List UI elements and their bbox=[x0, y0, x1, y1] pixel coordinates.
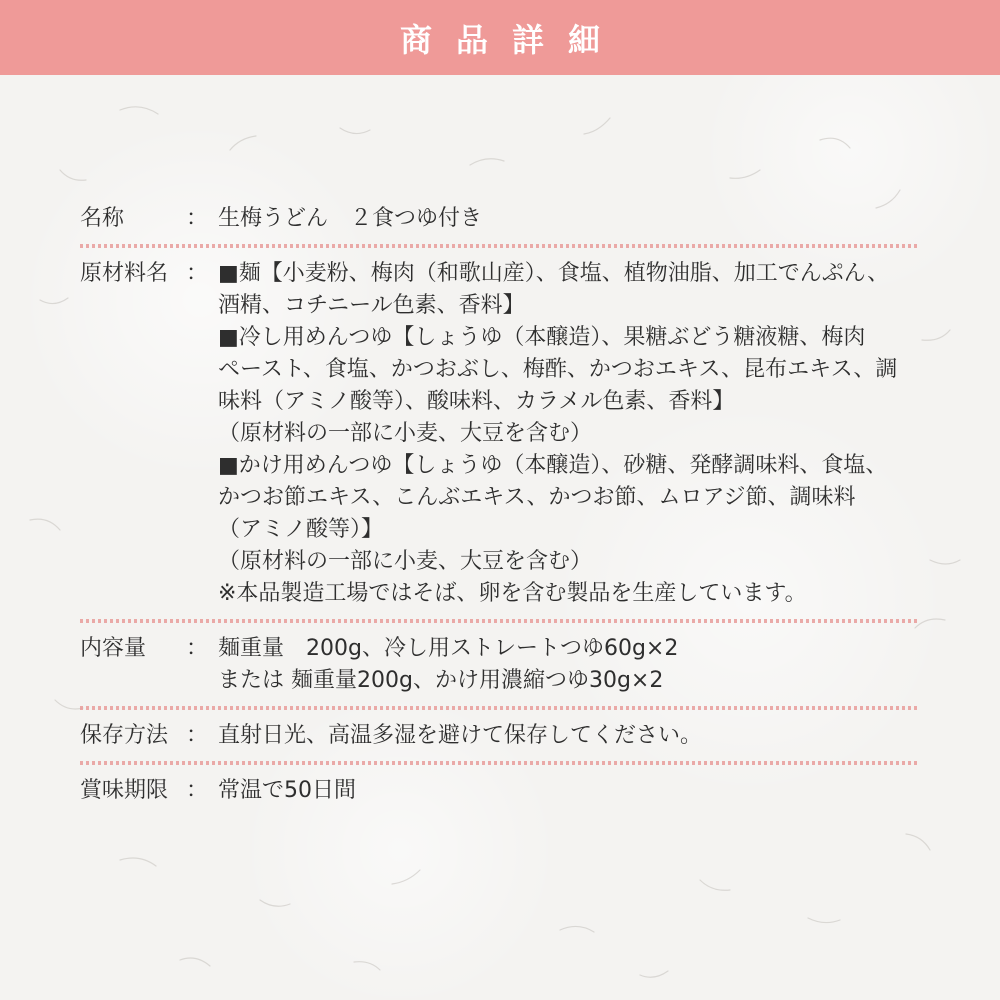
detail-value bbox=[218, 203, 920, 235]
detail-value-line: 酒精、コチニール色素、香料】 bbox=[218, 293, 525, 318]
dotted-divider bbox=[80, 619, 920, 623]
detail-value bbox=[218, 633, 920, 697]
detail-value-line: かつお節エキス、こんぶエキス、かつお節、ムロアジ節、調味料 bbox=[218, 485, 856, 510]
detail-colon: ： bbox=[186, 723, 209, 748]
detail-value-line: 味料（アミノ酸等）、酸味料、カラメル色素、香料】 bbox=[218, 389, 735, 414]
detail-value bbox=[218, 720, 920, 752]
detail-value-line: 直射日光、高温多湿を避けて保存してください。 bbox=[218, 723, 703, 748]
detail-value-line: または 麺重量200g、かけ用濃縮つゆ30g×2 bbox=[218, 668, 664, 693]
detail-row-best-before bbox=[80, 775, 920, 807]
detail-colon: ： bbox=[186, 636, 209, 661]
detail-row-storage bbox=[80, 720, 920, 752]
detail-label: 賞味期限 bbox=[80, 778, 169, 803]
detail-colon: ： bbox=[186, 261, 209, 286]
detail-label: 名称 bbox=[80, 206, 125, 231]
page-title: 商品詳細 bbox=[399, 20, 624, 59]
detail-colon: ： bbox=[186, 778, 209, 803]
detail-value-line: ※本品製造工場ではそば、卵を含む製品を生産しています。 bbox=[218, 581, 807, 606]
product-details-table bbox=[80, 203, 920, 807]
detail-row-contents bbox=[80, 633, 920, 697]
detail-value-line: ■麺【小麦粉、梅肉（和歌山産）、食塩、植物油脂、加工でんぷん、 bbox=[218, 261, 890, 286]
detail-value-line: ■かけ用めんつゆ【しょうゆ（本醸造）、砂糖、発酵調味料、食塩、 bbox=[218, 453, 888, 478]
detail-value-line: （原材料の一部に小麦、大豆を含む） bbox=[218, 549, 593, 574]
detail-colon: ： bbox=[186, 206, 209, 231]
detail-value-line: （アミノ酸等）】 bbox=[218, 517, 384, 542]
detail-value-line: 生梅うどん ２食つゆ付き bbox=[218, 206, 483, 231]
detail-row-ingredients bbox=[80, 258, 920, 610]
detail-value-line: ■冷し用めんつゆ【しょうゆ（本醸造）、果糖ぶどう糖液糖、梅肉 bbox=[218, 325, 866, 350]
dotted-divider bbox=[80, 244, 920, 248]
detail-value bbox=[218, 775, 920, 807]
dotted-divider bbox=[80, 706, 920, 710]
detail-label: 内容量 bbox=[80, 636, 147, 661]
detail-value-line: 麺重量 200g、冷し用ストレートつゆ60g×2 bbox=[218, 636, 679, 661]
detail-value-line: ペースト、食塩、かつおぶし、梅酢、かつおエキス、昆布エキス、調 bbox=[218, 357, 898, 382]
dotted-divider bbox=[80, 761, 920, 765]
detail-value bbox=[218, 258, 920, 610]
header-banner bbox=[0, 0, 1000, 75]
detail-row-name bbox=[80, 203, 920, 235]
detail-label: 原材料名 bbox=[80, 261, 169, 286]
detail-value-line: （原材料の一部に小麦、大豆を含む） bbox=[218, 421, 593, 446]
detail-value-line: 常温で50日間 bbox=[218, 778, 356, 803]
detail-label: 保存方法 bbox=[80, 723, 169, 748]
